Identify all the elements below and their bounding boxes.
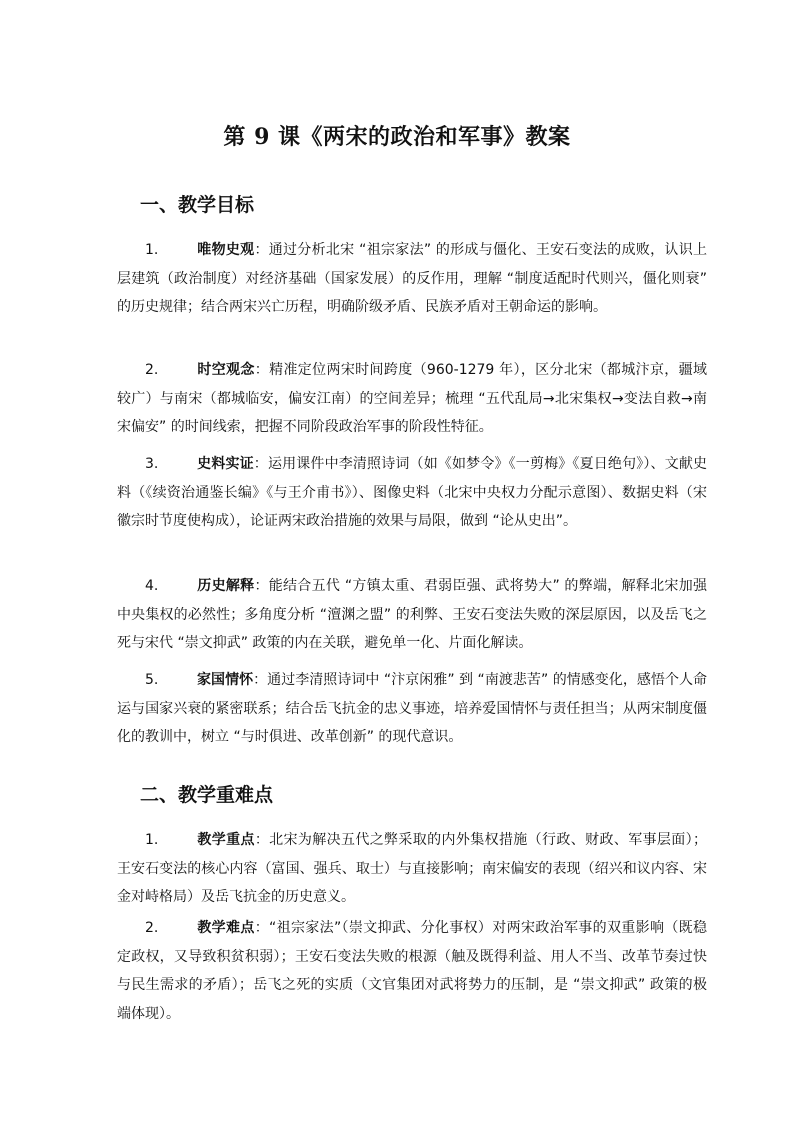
item-term: 家国情怀 xyxy=(197,672,254,688)
page-title: 第 9 课《两宋的政治和军事》教案 xyxy=(223,124,571,150)
item-text: ：“祖宗家法”（崇文抑武、分化事权）对两宋政治军事的双重影响（既稳定政权，又导致积贫积弱）；王安石变法失败的根源（触及既得利益、用人不当、改革节奏过快与民生需求的矛盾）；岳飞之死的实质（文官集团对武将势力的压制，是 “崇文抑武” 政策的极端体现）。 xyxy=(117,920,707,1022)
item-number: 4. xyxy=(145,578,159,594)
item-text: ：能结合五代 “方镇太重、君弱臣强、武将势大” 的弊端，解释北宋加强中央集权的必然性；多角度分析 “澶渊之盟” 的利弊、王安石变法失败的深层原因，以及岳飞之死与宋代 “崇文抑武” 政策的内在关联，避免单一化、片面化解读。 xyxy=(117,578,708,651)
item-term: 历史解释 xyxy=(197,578,255,594)
item-text: ：精准定位两宋时间跨度（960-1279 年），区分北宋（都城汴京，疆域较广）与南宋（都城临安，偏安江南）的空间差异；梳理 “五代乱局→北宋集权→变法自救→南宋偏安” 的时间线索，把握不同阶段政治军事的阶段性特征。 xyxy=(117,362,708,435)
item-text: ：通过分析北宋 “祖宗家法” 的形成与僵化、王安石变法的成败，认识上层建筑（政治制度）对经济基础（国家发展）的反作用，理解 “制度适配时代则兴，僵化则衰” 的历史规律；结合两宋兴亡历程，明确阶级矛盾、民族矛盾对王朝命运的影响。 xyxy=(117,242,708,315)
item-term: 时空观念 xyxy=(197,362,255,378)
list-item xyxy=(117,666,707,752)
item-text: ：运用课件中李清照诗词（如《如梦令》《一剪梅》《夏日绝句》）、文献史料（《续资治通鉴长编》《与王介甫书》）、图像史料（北宋中央权力分配示意图）、数据史料（宋徽宗时节度使构成），论证两宋政治措施的效果与局限，做到 “论从史出”。 xyxy=(117,456,708,529)
list-item xyxy=(117,826,707,912)
item-number: 5. xyxy=(145,672,159,688)
item-term: 教学重点 xyxy=(197,832,255,848)
item-number: 3. xyxy=(145,456,159,472)
item-term: 史料实证 xyxy=(197,456,254,472)
list-item xyxy=(117,572,707,658)
section-heading-key-points: 二、教学重难点 xyxy=(140,784,274,806)
list-item xyxy=(117,356,707,442)
item-text: ：通过李清照诗词中 “汴京闲雅” 到 “南渡悲苦” 的情感变化，感悟个人命运与国家兴衰的紧密联系；结合岳飞抗金的忠义事迹，培养爱国情怀与责任担当；从两宋制度僵化的教训中，树立 “与时俱进、改革创新” 的现代意识。 xyxy=(117,672,708,745)
item-number: 1. xyxy=(145,242,159,258)
section-heading-objectives: 一、教学目标 xyxy=(140,194,255,216)
list-item xyxy=(117,236,707,322)
item-text: ：北宋为解决五代之弊采取的内外集权措施（行政、财政、军事层面）；王安石变法的核心内容（富国、强兵、取士）与直接影响；南宋偏安的表现（绍兴和议内容、宋金对峙格局）及岳飞抗金的历史意义。 xyxy=(117,832,708,905)
item-number: 2. xyxy=(145,920,159,936)
item-term: 唯物史观 xyxy=(197,242,255,258)
list-item xyxy=(117,450,707,536)
item-number: 1. xyxy=(145,832,159,848)
list-item xyxy=(117,914,707,1028)
item-term: 教学难点 xyxy=(197,920,255,936)
item-number: 2. xyxy=(145,362,159,378)
